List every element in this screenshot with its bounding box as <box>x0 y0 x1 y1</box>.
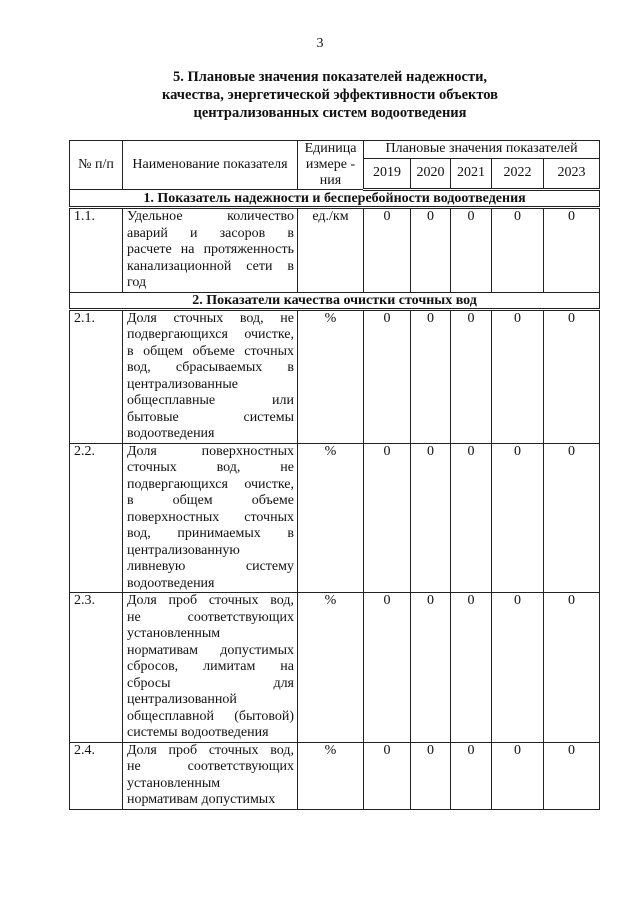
header-year: 2019 <box>364 159 411 190</box>
indicator-name-line: канализационной сети в <box>127 258 294 274</box>
title-line: 5. Плановые значения показателей надежности, <box>172 69 488 85</box>
value-cell: 0 <box>492 593 544 743</box>
indicator-name-line: вод, принимаемых в <box>127 526 294 541</box>
row-number: 2.2. <box>70 443 123 593</box>
header-year: 2021 <box>451 159 492 190</box>
section-title: 2. Показатели качества очистки сточных вод <box>70 292 600 309</box>
value-cell: 0 <box>364 742 411 809</box>
indicator-name-line: в общем объеме <box>127 493 294 508</box>
indicator-name <box>123 208 298 293</box>
section-row <box>70 292 600 309</box>
value-cell: 0 <box>451 593 492 743</box>
header-name: Наименование показателя <box>123 141 298 190</box>
indicator-name-line: не соответствующих <box>127 609 294 625</box>
unit-cell: % <box>298 593 364 743</box>
indicator-name-line: бытовые системы <box>127 409 294 425</box>
indicator-name-line: не соответствующих <box>127 759 294 774</box>
value-cell: 0 <box>492 309 544 443</box>
unit-cell: % <box>298 742 364 809</box>
indicator-name-line: Доля поверхностных <box>127 443 294 459</box>
table-row <box>70 443 600 593</box>
value-cell: 0 <box>364 309 411 443</box>
indicator-name-line: поверхностных сточных <box>127 509 294 525</box>
indicator-name <box>123 309 298 443</box>
indicator-name <box>123 742 298 809</box>
value-cell: 0 <box>492 742 544 809</box>
table-row <box>70 208 600 293</box>
unit-cell: % <box>298 309 364 443</box>
value-cell: 0 <box>411 443 451 593</box>
row-number: 1.1. <box>70 208 123 293</box>
indicator-name-line: вод, сбрасываемых в <box>127 360 294 375</box>
header-unit: Единица измере - ния <box>298 141 364 190</box>
indicator-name-line: установленным <box>127 775 221 791</box>
title-line: качества, энергетической эффективности объектов <box>161 87 499 103</box>
table-row <box>70 309 600 443</box>
value-cell: 0 <box>544 742 600 809</box>
header-num: № п/п <box>70 141 123 190</box>
indicator-name-line: водоотведения <box>127 426 215 441</box>
value-cell: 0 <box>411 208 451 293</box>
value-cell: 0 <box>364 593 411 743</box>
indicator-name-line: общесплавные или <box>127 393 294 408</box>
value-cell: 0 <box>411 309 451 443</box>
value-cell: 0 <box>451 309 492 443</box>
indicator-name-line: нормативам допустимых <box>127 792 276 807</box>
row-number: 2.3. <box>70 593 123 743</box>
row-number: 2.4. <box>70 742 123 809</box>
unit-cell: % <box>298 443 364 593</box>
indicator-name-line: Доля проб сточных вод, <box>127 593 294 608</box>
indicator-name-line: общесплавной (бытовой) <box>127 708 294 724</box>
indicator-name <box>123 443 298 593</box>
table-body <box>70 190 600 810</box>
indicator-name-line: аварий и засоров в <box>127 225 294 241</box>
indicator-name <box>123 593 298 743</box>
indicator-name-line: сбросы для <box>127 675 294 691</box>
value-cell: 0 <box>492 208 544 293</box>
header-planned: Плановые значения показателей <box>364 141 600 159</box>
page-number: 3 <box>316 36 324 51</box>
value-cell: 0 <box>492 443 544 593</box>
unit-cell: ед./км <box>298 208 364 293</box>
indicators-table <box>69 140 600 810</box>
section-title: 1. Показатель надежности и бесперебойности водоотведения <box>70 190 600 208</box>
indicator-name-line: подвергающихся очистке, <box>127 327 294 342</box>
indicator-name-line: ливневую систему <box>127 559 294 574</box>
value-cell: 0 <box>544 208 600 293</box>
indicator-name-line: централизованную <box>127 542 240 558</box>
indicator-name-line: установленным <box>127 626 221 641</box>
indicator-name-line: централизованной <box>127 692 237 707</box>
indicator-name-line: Доля сточных вод, не <box>127 310 294 326</box>
value-cell: 0 <box>411 593 451 743</box>
value-cell: 0 <box>544 309 600 443</box>
table-row <box>70 593 600 743</box>
value-cell: 0 <box>544 443 600 593</box>
title-line: централизованных систем водоотведения <box>193 105 467 121</box>
header-year: 2023 <box>544 159 600 190</box>
value-cell: 0 <box>451 443 492 593</box>
indicator-name-line: расчете на протяженность <box>127 242 294 257</box>
header-year: 2022 <box>492 159 544 190</box>
indicator-name-line: сточных вод, не <box>127 460 294 475</box>
indicator-name-line: водоотведения <box>127 575 215 591</box>
value-cell: 0 <box>451 208 492 293</box>
row-number: 2.1. <box>70 309 123 443</box>
value-cell: 0 <box>544 593 600 743</box>
indicator-name-line: в общем объеме сточных <box>127 343 294 359</box>
indicator-name-line: централизованные <box>127 376 238 392</box>
indicator-name-line: Удельное количество <box>127 209 294 224</box>
indicator-name-line: сбросов, лимитам на <box>127 659 294 674</box>
indicator-name-line: год <box>127 275 147 290</box>
indicator-name-line: системы водоотведения <box>127 725 269 740</box>
value-cell: 0 <box>364 443 411 593</box>
value-cell: 0 <box>364 208 411 293</box>
table-row <box>70 742 600 809</box>
value-cell: 0 <box>411 742 451 809</box>
indicator-name-line: Доля проб сточных вод, <box>127 742 294 758</box>
document-title <box>60 68 600 122</box>
indicator-name-line: нормативам допустимых <box>127 642 294 658</box>
indicator-name-line: подвергающихся очистке, <box>127 476 294 492</box>
value-cell: 0 <box>451 742 492 809</box>
section-row <box>70 190 600 208</box>
header-year: 2020 <box>411 159 451 190</box>
